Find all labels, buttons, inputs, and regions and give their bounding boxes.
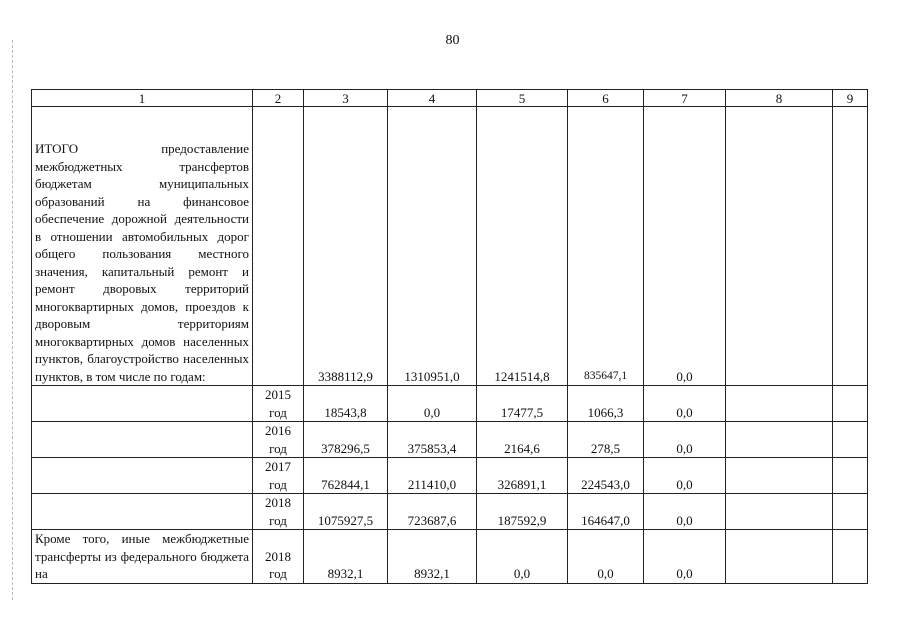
cell-col6: 0,0 (568, 530, 644, 584)
cell-col4: 0,0 (388, 386, 477, 422)
cell-col5: 0,0 (477, 530, 568, 584)
header-row (32, 90, 868, 107)
page-number: 80 (445, 33, 460, 48)
cell-col5: 187592,9 (477, 494, 568, 530)
cell-col9 (833, 386, 868, 422)
cell-col4: 375853,4 (388, 422, 477, 458)
budget-table (31, 89, 868, 584)
cell-col3: 378296,5 (304, 422, 388, 458)
row-description (32, 494, 253, 530)
table-row (32, 422, 868, 458)
cell-col3: 3388112,9 (304, 107, 388, 386)
cell-col7: 0,0 (644, 386, 726, 422)
cell-col8 (726, 530, 833, 584)
table-row (32, 458, 868, 494)
row-description (32, 458, 253, 494)
cell-col8 (726, 386, 833, 422)
cell-col3: 18543,8 (304, 386, 388, 422)
header-cell: 8 (726, 90, 833, 107)
left-margin-rule (12, 40, 13, 600)
cell-col9 (833, 458, 868, 494)
header-cell: 1 (32, 90, 253, 107)
cell-col4: 723687,6 (388, 494, 477, 530)
cell-col4: 8932,1 (388, 530, 477, 584)
header-cell: 2 (253, 90, 304, 107)
cell-col5: 326891,1 (477, 458, 568, 494)
cell-col8 (726, 494, 833, 530)
cell-col3: 1075927,5 (304, 494, 388, 530)
table-row (32, 530, 868, 584)
cell-col7: 0,0 (644, 107, 726, 386)
cell-col8 (726, 458, 833, 494)
header-cell: 7 (644, 90, 726, 107)
row-description: Кроме того, иные межбюджетные трансферты из федерального бюджета на (32, 530, 253, 584)
table-row (32, 494, 868, 530)
cell-col8 (726, 422, 833, 458)
cell-col9 (833, 107, 868, 386)
cell-col9 (833, 494, 868, 530)
cell-col5: 17477,5 (477, 386, 568, 422)
row-year: 2016 год (253, 422, 304, 458)
cell-col7: 0,0 (644, 530, 726, 584)
cell-col7: 0,0 (644, 494, 726, 530)
table-row (32, 107, 868, 386)
row-year (253, 107, 304, 386)
cell-col9 (833, 530, 868, 584)
header-cell: 4 (388, 90, 477, 107)
row-description: ИТОГО предоставление межбюджетных трансфертов бюджетам муниципальных образований на финансовое обеспечение дорожной деятельности в отношении автомобильных дорог общего пользования местного значения, капитальный ремонт и ремонт дворовых территорий многоквартирных домов, проездов к дворовым территориям многоквартирных домов населенных пунктов, благоустройство населенных пунктов, в том числе по годам: (32, 107, 253, 386)
row-year: 2018 год (253, 494, 304, 530)
cell-col6: 224543,0 (568, 458, 644, 494)
row-description (32, 422, 253, 458)
header-cell: 3 (304, 90, 388, 107)
cell-col8 (726, 107, 833, 386)
cell-col3: 762844,1 (304, 458, 388, 494)
cell-col5: 2164,6 (477, 422, 568, 458)
cell-col7: 0,0 (644, 458, 726, 494)
cell-col6: 164647,0 (568, 494, 644, 530)
row-year: 2018 год (253, 530, 304, 584)
cell-col6: 835647,1 (568, 107, 644, 386)
header-cell: 9 (833, 90, 868, 107)
cell-col9 (833, 422, 868, 458)
row-year: 2017 год (253, 458, 304, 494)
cell-col7: 0,0 (644, 422, 726, 458)
cell-col4: 211410,0 (388, 458, 477, 494)
row-year: 2015 год (253, 386, 304, 422)
cell-col6: 278,5 (568, 422, 644, 458)
header-cell: 6 (568, 90, 644, 107)
cell-col5: 1241514,8 (477, 107, 568, 386)
cell-col6: 1066,3 (568, 386, 644, 422)
cell-col4: 1310951,0 (388, 107, 477, 386)
table-row (32, 386, 868, 422)
row-description (32, 386, 253, 422)
header-cell: 5 (477, 90, 568, 107)
cell-col3: 8932,1 (304, 530, 388, 584)
